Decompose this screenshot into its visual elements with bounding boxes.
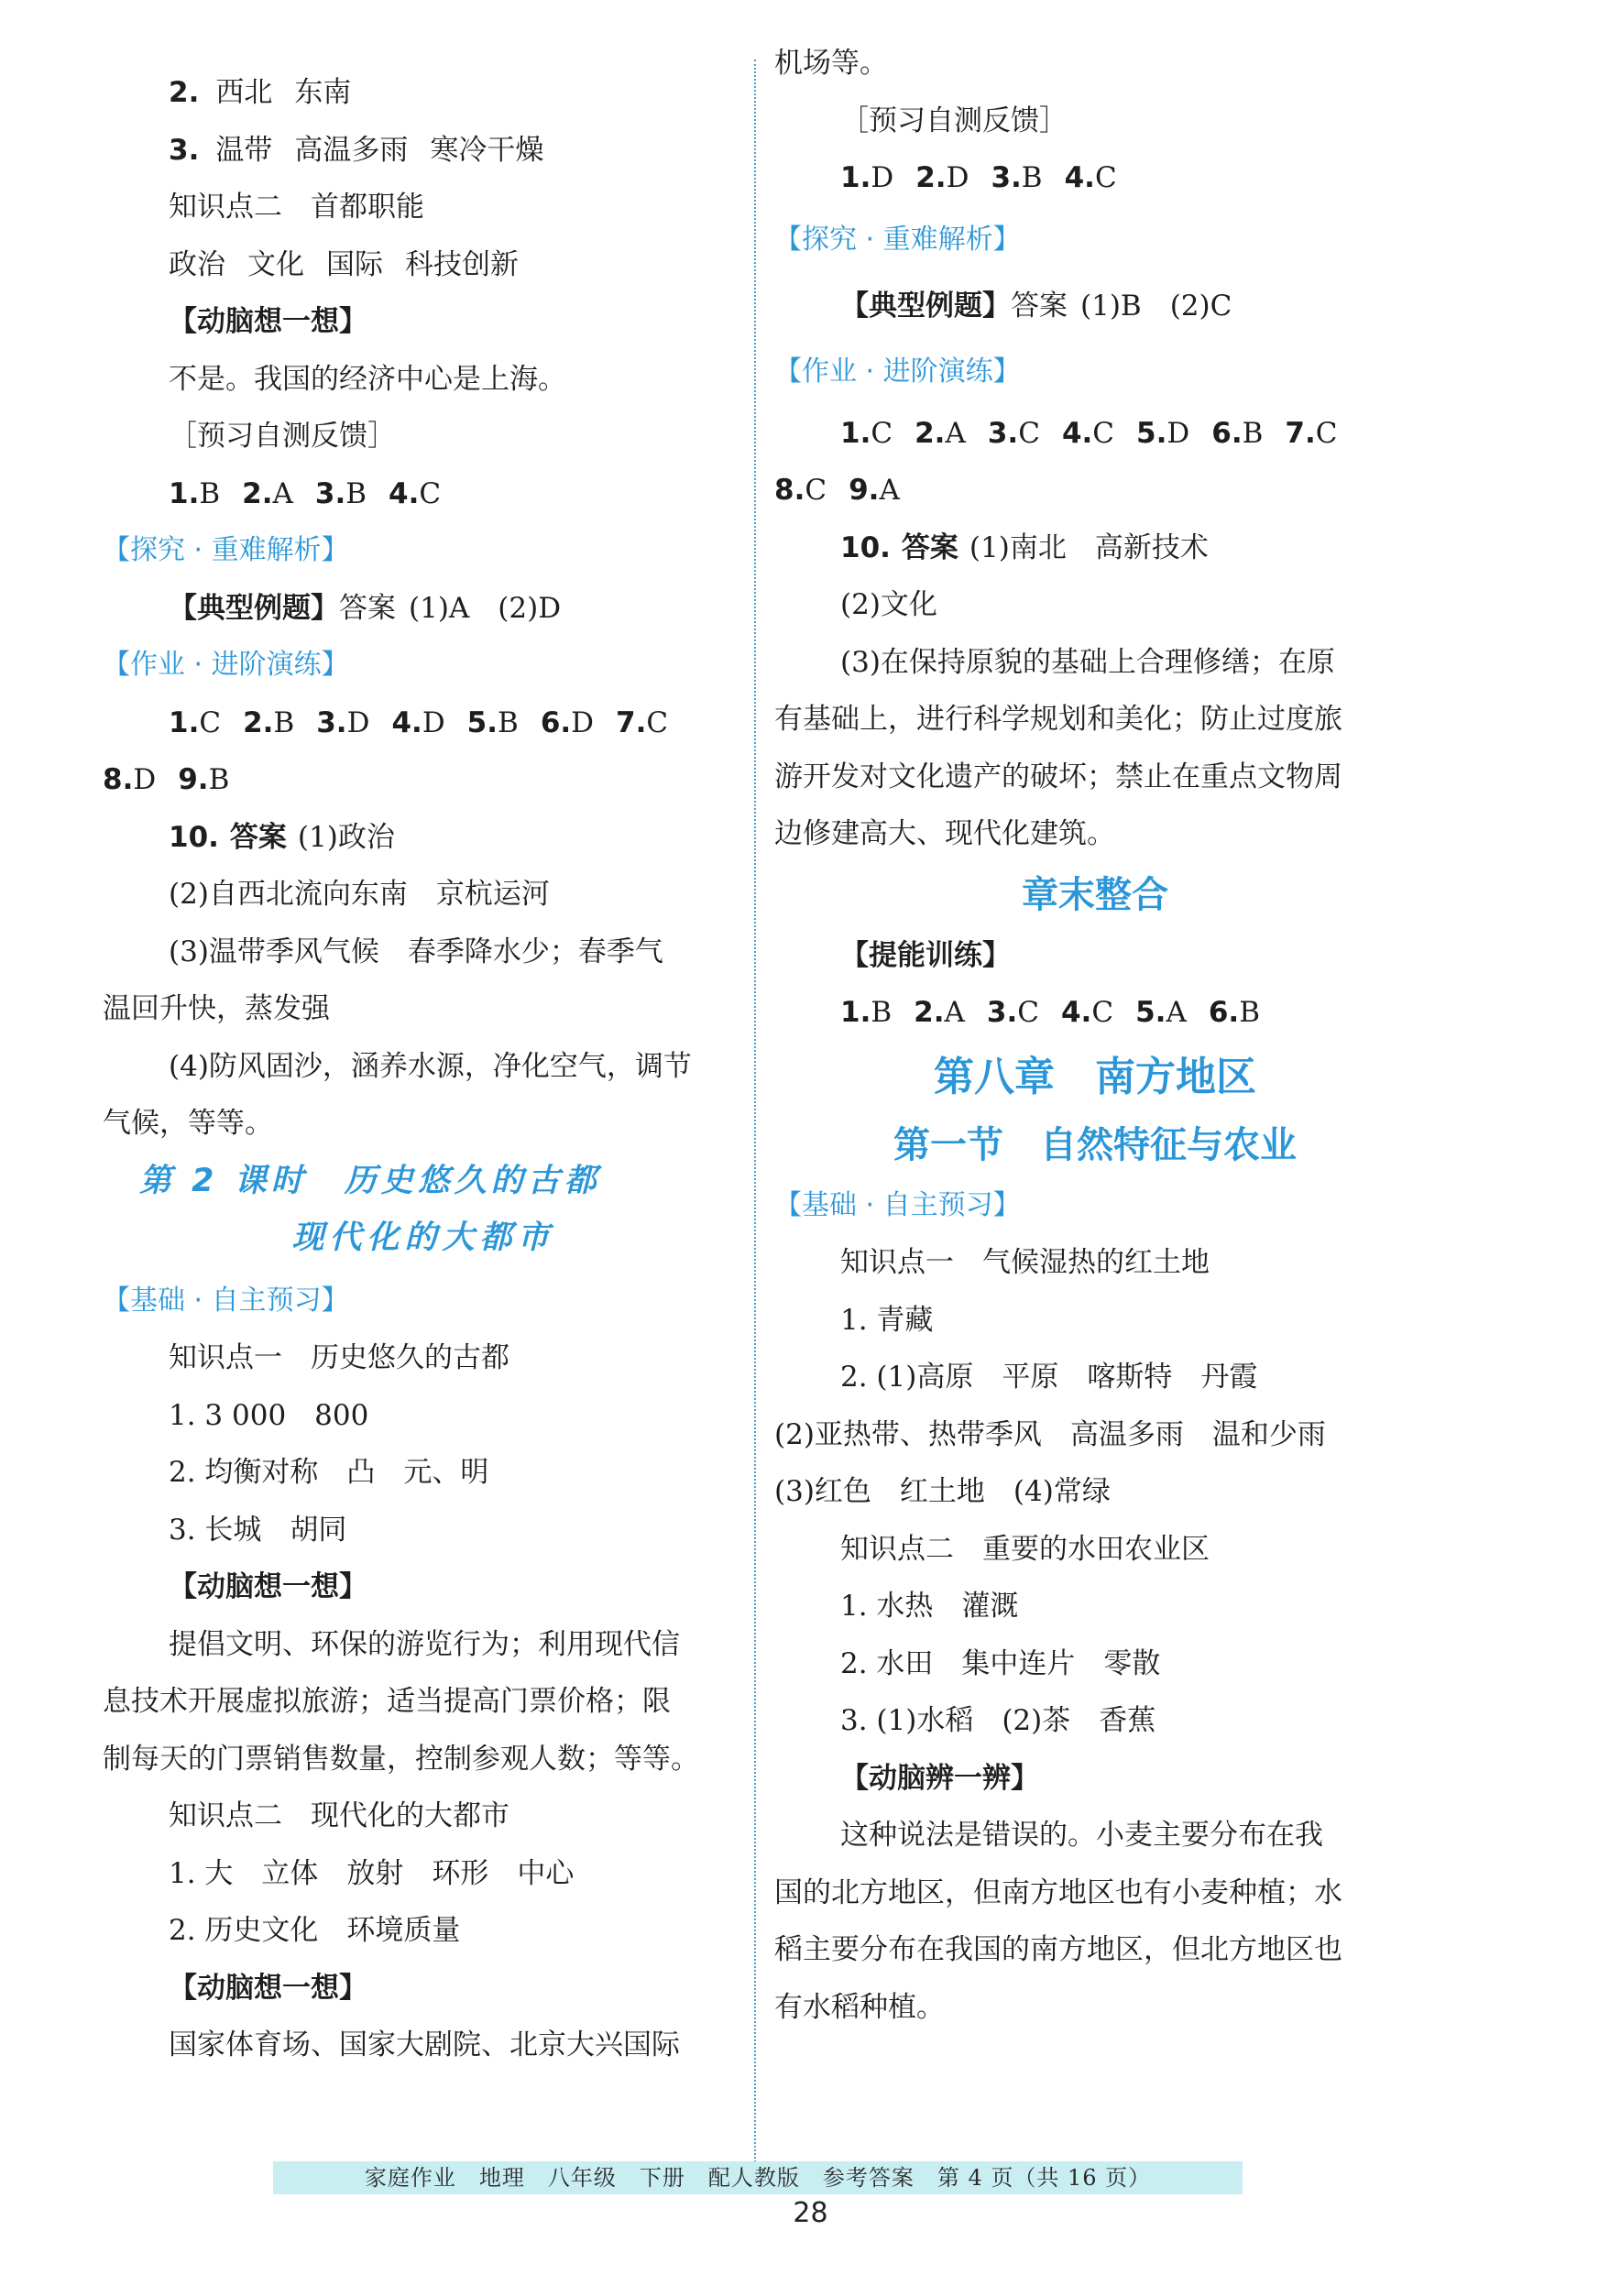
answer-text: 西北 bbox=[215, 76, 273, 109]
section-homework: 【作业 · 进阶演练】 bbox=[103, 649, 349, 681]
answer-text: D bbox=[1166, 416, 1190, 450]
section-basic: 【基础 · 自主预习】 bbox=[103, 1284, 349, 1317]
column-divider bbox=[754, 60, 756, 2162]
preview-answers bbox=[774, 149, 1416, 207]
answer-text: C bbox=[1017, 996, 1039, 1029]
answer-text: A bbox=[272, 476, 293, 510]
answer-text: B bbox=[1239, 996, 1260, 1029]
answer-text: 3. bbox=[316, 705, 347, 739]
chapter-title: 第八章 南方地区 bbox=[934, 1053, 1256, 1100]
training-answers bbox=[774, 984, 1416, 1042]
answer-text: 6. bbox=[1208, 996, 1240, 1029]
answer-line: 2. 水田 集中连片 零散 bbox=[840, 1646, 1161, 1680]
paragraph-line: 国的北方地区，但南方地区也有小麦种植；水 bbox=[774, 1875, 1342, 1909]
answer-text: A bbox=[945, 416, 966, 450]
answer-text: B bbox=[345, 476, 367, 510]
answer-text: 3. bbox=[986, 996, 1018, 1029]
answer-text: 1. bbox=[840, 161, 871, 194]
answer-text: 1. bbox=[840, 416, 871, 450]
answer-text: 科技创新 bbox=[405, 247, 519, 281]
paragraph-line: 稻主要分布在我国的南方地区，但北方地区也 bbox=[774, 1933, 1342, 1966]
answer-text: 东南 bbox=[294, 76, 352, 109]
q10-line: (3)温带季风气候 春季降水少；春季气 bbox=[169, 935, 663, 968]
answer-text: 2. bbox=[915, 161, 947, 194]
answer-line: 2. (1)高原 平原 喀斯特 丹霞 bbox=[840, 1361, 1258, 1394]
answer-text: B bbox=[1021, 161, 1043, 194]
answer-text: B bbox=[208, 763, 230, 796]
q10-line bbox=[103, 809, 744, 867]
preview-heading: ［预习自测反馈］ bbox=[169, 420, 396, 453]
paragraph-line: 这种说法是错误的。小麦主要分布在我 bbox=[840, 1819, 1323, 1852]
answer-text: 10. bbox=[169, 820, 219, 854]
answer-text: 3. bbox=[314, 476, 346, 510]
answer-text: A bbox=[879, 474, 900, 507]
answer-text: 5. bbox=[466, 705, 498, 739]
item-number: 2. bbox=[169, 76, 200, 109]
q10-line: 有基础上，进行科学规划和美化；防止过度旅 bbox=[774, 703, 1342, 736]
q10-line: (2)文化 bbox=[840, 588, 937, 621]
answer-line: 1. 3 000 800 bbox=[169, 1398, 369, 1432]
answer-text: 9. bbox=[178, 763, 209, 796]
section-explore: 【探究 · 重难解析】 bbox=[103, 534, 349, 566]
chapter-summary-title: 章末整合 bbox=[1022, 873, 1168, 916]
answer-line: (3)红色 红土地 (4)常绿 bbox=[774, 1475, 1111, 1508]
q10-line: (3)在保持原貌的基础上合理修缮；在原 bbox=[840, 645, 1335, 679]
answer-line: 1. 大 立体 放射 环形 中心 bbox=[169, 1856, 575, 1890]
knowledge-point-title: 知识点一 气候湿热的红土地 bbox=[840, 1246, 1210, 1279]
answer-text: 5. bbox=[1135, 996, 1166, 1029]
answer-line: (2)亚热带、热带季风 高温多雨 温和少雨 bbox=[774, 1417, 1326, 1451]
answer-text: 4. bbox=[1061, 416, 1093, 450]
knowledge-point-title: 知识点二 首都职能 bbox=[169, 191, 424, 224]
answer-text: C bbox=[1094, 161, 1117, 194]
answer-text: 3. bbox=[991, 161, 1022, 194]
paragraph-line: 有水稻种植。 bbox=[774, 1990, 945, 2024]
answer-text: 3. bbox=[987, 416, 1019, 450]
answer-text: D bbox=[946, 161, 969, 194]
answer-line bbox=[103, 64, 744, 122]
paragraph-line: 息技术开展虚拟旅游；适当提高门票价格；限 bbox=[103, 1685, 671, 1718]
answer-text: D bbox=[133, 763, 157, 796]
answer-text: B bbox=[498, 705, 519, 739]
answer-line: 3. (1)水稻 (2)茶 香蕉 bbox=[840, 1704, 1156, 1737]
answer-text: B bbox=[1242, 416, 1264, 450]
answer-text: 答案 bbox=[901, 530, 958, 564]
answer-text: C bbox=[1092, 416, 1115, 450]
answer-text: B bbox=[871, 996, 893, 1029]
answer-text: C bbox=[871, 416, 893, 450]
answer-text: C bbox=[199, 705, 222, 739]
paragraph-line: 提倡文明、环保的游览行为；利用现代信 bbox=[169, 1627, 680, 1661]
answer-text: C bbox=[1018, 416, 1040, 450]
answer-text: B bbox=[273, 705, 295, 739]
answer-text: 1. bbox=[169, 705, 200, 739]
knowledge-point-title: 知识点二 重要的水田农业区 bbox=[840, 1532, 1210, 1566]
q10-line: 温回升快，蒸发强 bbox=[103, 992, 330, 1025]
think-answer: 不是。我国的经济中心是上海。 bbox=[169, 362, 566, 396]
answer-text: 6. bbox=[540, 705, 572, 739]
section-title: 第一节 自然特征与农业 bbox=[893, 1123, 1297, 1166]
answer-text: 9. bbox=[849, 474, 880, 507]
answer-line bbox=[103, 236, 744, 294]
answer-text: 温带 bbox=[215, 133, 273, 167]
answer-text: 7. bbox=[1285, 416, 1316, 450]
training-heading: 【提能训练】 bbox=[840, 938, 1011, 972]
answer-text: 国际 bbox=[326, 247, 383, 281]
example-label: 【典型例题】 bbox=[169, 591, 339, 625]
answer-text: 寒冷干燥 bbox=[430, 133, 544, 167]
think-heading: 【动脑想一想】 bbox=[169, 1971, 367, 2005]
example-line bbox=[774, 273, 1416, 339]
answer-text: A bbox=[944, 996, 965, 1029]
paragraph-line: 国家体育场、国家大剧院、北京大兴国际 bbox=[169, 2028, 680, 2061]
answer-text: 2. bbox=[242, 476, 273, 510]
debate-heading: 【动脑辨一辨】 bbox=[840, 1761, 1039, 1795]
answer-line: 2. 均衡对称 凸 元、明 bbox=[169, 1456, 489, 1489]
q10-line: (2)自西北流向东南 京杭运河 bbox=[169, 878, 550, 911]
paragraph-line: 制每天的门票销售数量，控制参观人数；等等。 bbox=[103, 1742, 699, 1776]
think-heading: 【动脑想一想】 bbox=[169, 305, 367, 338]
knowledge-point-title: 知识点一 历史悠久的古都 bbox=[169, 1341, 509, 1374]
answer-label: 答案 bbox=[339, 591, 396, 625]
example-line bbox=[103, 580, 744, 638]
answer-text: 2. bbox=[243, 705, 274, 739]
q10-line bbox=[774, 519, 1416, 577]
section-homework: 【作业 · 进阶演练】 bbox=[774, 355, 1021, 388]
q10-line: 游开发对文化遗产的破坏；禁止在重点文物周 bbox=[774, 760, 1342, 793]
preview-answers bbox=[103, 465, 744, 523]
lesson-title: 第 2 课时 历史悠久的古都 bbox=[139, 1162, 601, 1199]
answer-text: D bbox=[346, 705, 370, 739]
section-explore: 【探究 · 重难解析】 bbox=[774, 223, 1021, 256]
answer-text: 【典型例题】 bbox=[840, 289, 1011, 323]
answer-line: 1. 青藏 bbox=[840, 1303, 934, 1337]
answer-text: 文化 bbox=[247, 247, 304, 281]
homework-answers bbox=[774, 405, 1416, 463]
homework-answers bbox=[103, 751, 744, 809]
answer-text: 6. bbox=[1211, 416, 1243, 450]
answer-text: (1)B (2)C bbox=[1080, 289, 1232, 323]
answer-text: (1)A (2)D bbox=[409, 591, 562, 625]
answer-text: 4. bbox=[1060, 996, 1092, 1029]
answer-text: B bbox=[199, 476, 221, 510]
answer-text: 1. bbox=[840, 996, 871, 1029]
answer-text: 8. bbox=[103, 763, 134, 796]
paragraph-line: 机场等。 bbox=[774, 47, 888, 80]
q10-line: 边修建高大、现代化建筑。 bbox=[774, 817, 1115, 850]
answer-line: 2. 历史文化 环境质量 bbox=[169, 1914, 461, 1947]
homework-answers bbox=[103, 694, 744, 752]
answer-line: 1. 水热 灌溉 bbox=[840, 1590, 1019, 1623]
q10-line: (4)防风固沙，涵养水源，净化空气，调节 bbox=[169, 1049, 692, 1083]
answer-text: 高温多雨 bbox=[294, 133, 409, 167]
answer-text: D bbox=[571, 705, 595, 739]
answer-text: C bbox=[419, 476, 442, 510]
answer-text: C bbox=[646, 705, 669, 739]
answer-text: 8. bbox=[774, 474, 805, 507]
answer-text: 4. bbox=[391, 705, 422, 739]
answer-text: D bbox=[871, 161, 894, 194]
homework-answers bbox=[774, 462, 1416, 519]
answer-text: 4. bbox=[389, 476, 420, 510]
page-number: 28 bbox=[793, 2197, 828, 2229]
answer-line: 3. 长城 胡同 bbox=[169, 1513, 347, 1547]
answer-text: C bbox=[1091, 996, 1114, 1029]
answer-line bbox=[103, 122, 744, 180]
answer-text: 5. bbox=[1136, 416, 1167, 450]
answer-text: (1)政治 bbox=[297, 820, 395, 854]
answer-text: 答案 bbox=[1011, 289, 1068, 323]
answer-text: C bbox=[805, 474, 827, 507]
preview-heading: ［预习自测反馈］ bbox=[840, 104, 1068, 137]
right-column bbox=[774, 47, 1416, 2036]
item-number: 3. bbox=[169, 133, 200, 167]
answer-text: 1. bbox=[169, 476, 200, 510]
answer-text: 7. bbox=[616, 705, 647, 739]
q10-line: 气候，等等。 bbox=[103, 1107, 273, 1140]
answer-text: 2. bbox=[915, 416, 946, 450]
answer-text: D bbox=[422, 705, 445, 739]
think-heading: 【动脑想一想】 bbox=[169, 1570, 367, 1603]
answer-text: C bbox=[1315, 416, 1338, 450]
left-column bbox=[103, 64, 744, 2074]
knowledge-point-title: 知识点二 现代化的大都市 bbox=[169, 1799, 509, 1832]
section-basic: 【基础 · 自主预习】 bbox=[774, 1188, 1021, 1221]
lesson-subtitle: 现代化的大都市 bbox=[291, 1219, 555, 1256]
answer-text: (1)南北 高新技术 bbox=[969, 530, 1209, 564]
answer-text: 10. bbox=[840, 530, 891, 564]
answer-text: 4. bbox=[1064, 161, 1095, 194]
answer-text: 答案 bbox=[229, 820, 287, 854]
answer-text: A bbox=[1166, 996, 1187, 1029]
footer-bar: 家庭作业 地理 八年级 下册 配人教版 参考答案 第 4 页（共 16 页） bbox=[273, 2161, 1243, 2194]
answer-text: 政治 bbox=[169, 247, 225, 281]
answer-text: 2. bbox=[914, 996, 945, 1029]
